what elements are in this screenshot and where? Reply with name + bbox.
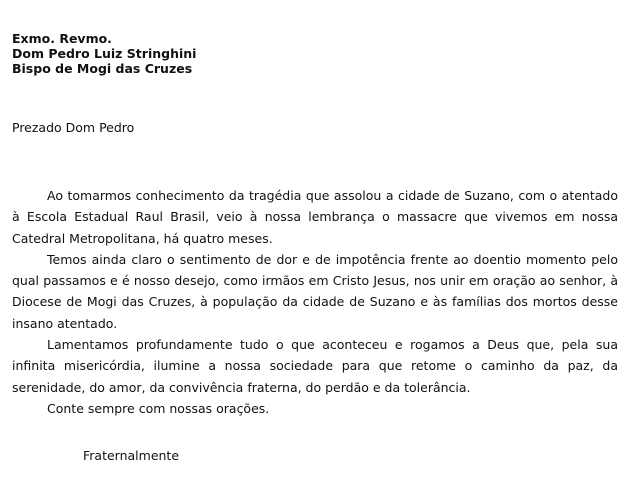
paragraph-closing-wish: Conte sempre com nossas orações.	[47, 400, 270, 416]
addressee-name: Dom Pedro Luiz Stringhini	[12, 46, 197, 61]
closing: Fraternalmente	[83, 448, 180, 463]
letter-body	[12, 185, 618, 419]
salutation: Prezado Dom Pedro	[12, 120, 135, 135]
addressee-block	[12, 31, 196, 76]
paragraph-prayer: Lamentamos profundamente tudo o que aconteceu e rogamos a Deus que, pela sua infinita misericórdia, ilumine a nossa sociedade para que retome o caminho da paz, da serenidade, do amor, da convivência fraterna, do perdão e da tolerância.	[12, 337, 618, 395]
addressee-title: Exmo. Revmo.	[12, 31, 112, 46]
paragraph-tragedy: Ao tomarmos conhecimento da tragédia que assolou a cidade de Suzano, com o atentado à Escola Estadual Raul Brasil, veio à nossa lembrança o massacre que vivemos em nossa Catedral Metropolitana, há quatro meses.	[12, 188, 618, 246]
paragraph-solidarity: Temos ainda claro o sentimento de dor e de impotência frente ao doentio momento pelo qual passamos e é nosso desejo, como irmãos em Cristo Jesus, nos unir em oração ao senhor, à Diocese de Mogi das Cruzes, à população da cidade de Suzano e às famílias dos mortos desse insano atentado.	[12, 251, 618, 331]
addressee-role: Bispo de Mogi das Cruzes	[12, 61, 193, 76]
